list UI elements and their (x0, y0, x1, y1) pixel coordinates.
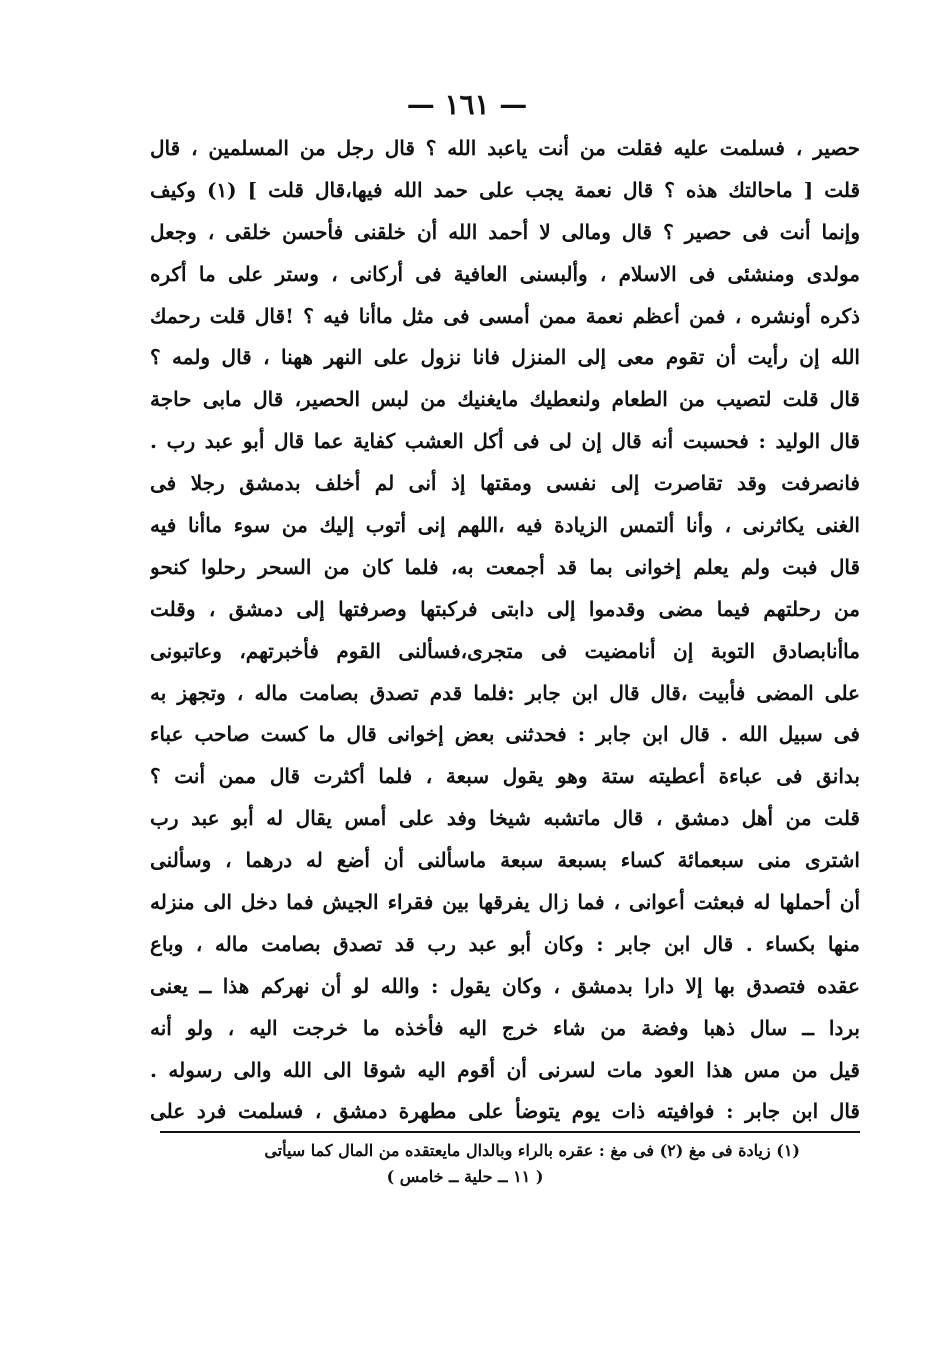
text-line: بردا ــ سال ذهبا وفضة من شاء خرج اليه فأخذه ما خرجت اليه ، ولو أنه (150, 1015, 860, 1040)
text-line: قيل من مس هذا العود مات لسرنى أن أقوم اليه شوقا الى الله والى رسوله . (150, 1057, 860, 1082)
page-number: — ١٦١ — (406, 88, 528, 121)
text-line: قال قلت لتصيب من الطعام ولنعطيك مايغنيك من لبس الحصير، قال مابى حاجة (150, 387, 860, 412)
text-line: أن أحملها له فبعثت أعوانى ، فما زال يفرقها بين فقراء الجيش فما دخل الى منزله (150, 890, 860, 915)
text-line: منها بكساء . قال ابن جابر : وكان أبو عبد رب قد تصدق بصامت ماله ، وباع (150, 931, 860, 956)
text-line: ذكره أونشره ، فمن أعظم نعمة ممن أمسى فى مثل ماأنا فيه ؟ !قال قلت رحمك (150, 303, 860, 328)
text-line: قلت من أهل دمشق ، قال ماتشبه شيخا وفد على أمس يقال له أبو عبد رب (150, 806, 860, 831)
text-line: اشترى منى سبعمائة كساء بسبعة سبعة ماسألنى أن أضع له درهما ، وسألنى (150, 848, 860, 873)
text-line: فانصرفت وقد تقاصرت إلى نفسى ومقتها إذ أنى لم أخلف بدمشق رجلا فى (150, 471, 860, 496)
text-line: بدانق فى عباءة أعطيته ستة وهو يقول سبعة ، فلما أكثرت قال ممن أنت ؟ (150, 764, 860, 789)
text-line: عقده فتصدق بها إلا دارا بدمشق ، وكان يقول : والله لو أن نهركم هذا ــ يعنى (150, 973, 860, 998)
text-line: قال فبت ولم يعلم إخوانى بما قد أجمعت به، فلما كان من السحر رحلوا كنحو (150, 554, 860, 579)
text-line: الغنى يكاثرنى ، وأنا ألتمس الزيادة فيه ،اللهم إنى أتوب إليك من سوء ماأنا فيه (150, 513, 860, 538)
text-line: الله إن رأيت أن تقوم معى إلى المنزل فانا نزول على النهر ههنا ، قال ولمه ؟ (150, 345, 860, 370)
text-line: وإنما أنت فى حصير ؟ قال ومالى لا أحمد الله أن خلقنى فأحسن خلقى ، وجعل (150, 219, 860, 244)
text-line: من رحلتهم فيما مضى وقدموا إلى دابتى فركبتها وصرفتها إلى دمشق ، وقلت (150, 596, 860, 621)
footnote-divider (160, 1131, 860, 1133)
footnote-line: (١) زيادة فى مغ (٢) فى مغ : عقره بالراء وبالدال مايعتقده من المال كما سيأتى (264, 1141, 800, 1160)
signature-mark: ( ١١ ــ حلية ــ خامس ) (386, 1167, 544, 1186)
footnotes (170, 1138, 800, 1190)
text-line: قلت [ ماحالتك هذه ؟ قال نعمة يجب على حمد الله فيها،قال قلت ] (١) وكيف (150, 177, 860, 202)
text-line: فى سبيل الله . قال ابن جابر : فحدثنى بعض إخوانى قال ما كست صاحب عباء (150, 722, 860, 747)
text-line: قال الوليد : فحسبت أنه قال إن لى فى أكل العشب كفاية عما قال أبو عبد رب . (150, 429, 860, 454)
text-line: قال ابن جابر : فوافيته ذات يوم يتوضأ على مطهرة دمشق ، فسلمت فرد على (150, 1099, 860, 1124)
text-line: على المضى فأبيت ،قال قال ابن جابر :فلما قدم تصدق بصامت ماله ، وتجهز به (150, 680, 860, 705)
body-text (150, 128, 860, 1133)
text-line: حصير ، فسلمت عليه فقلت من أنت ياعبد الله ؟ قال رجل من المسلمين ، قال (150, 136, 860, 160)
text-line: ماأنابصادق التوبة إن أنامضيت فى متجرى،فسألنى القوم فأخبرتهم، وعاتبونى (150, 638, 860, 663)
text-line: مولدى ومنشئى فى الاسلام ، وألبسنى العافية فى أركانى ، وستر على ما أكره (150, 261, 860, 286)
